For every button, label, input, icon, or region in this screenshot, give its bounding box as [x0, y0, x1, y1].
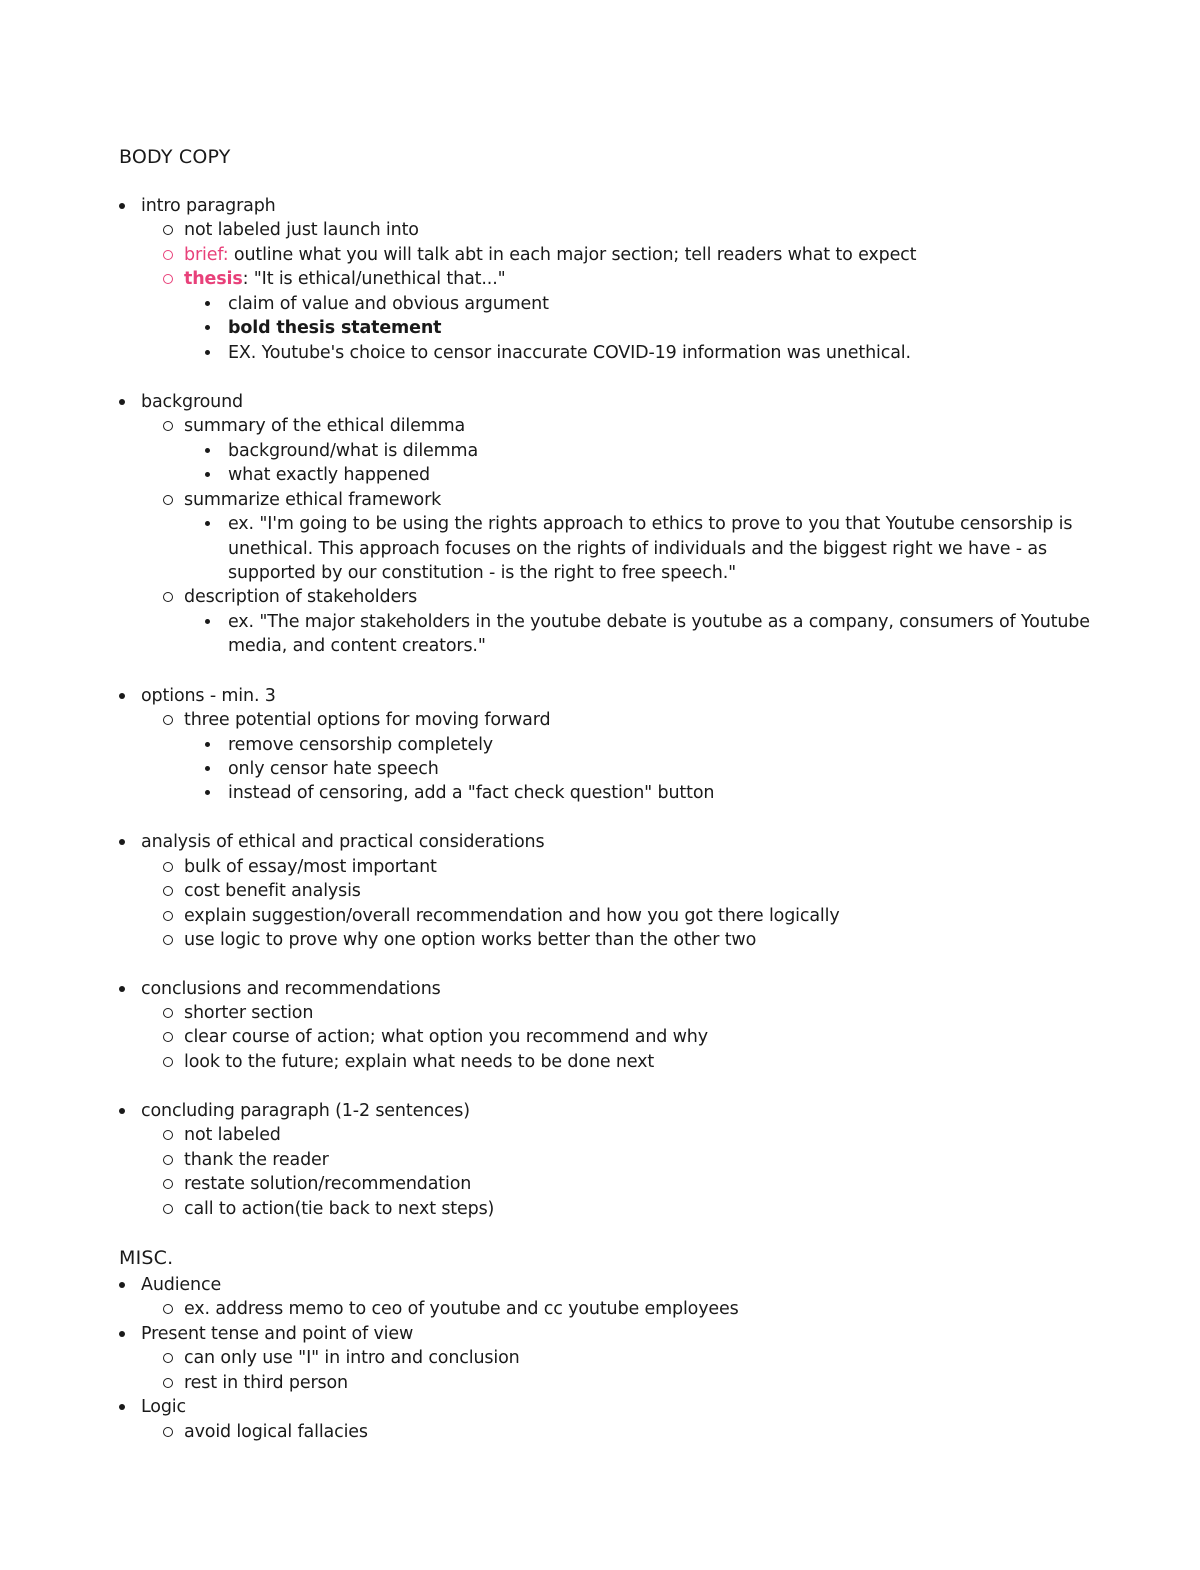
circle-bullet-icon [163, 1057, 173, 1067]
circle-bullet-icon [163, 421, 173, 431]
document-page: BODY COPY intro paragraph not labeled just launch into brief: outline what you will talk abt in each major section; tell readers what to expect thesis: "It is ethical/unethical that..." claim of value and obvious argument bold thesis statement EX. Youtube's choice to censor inaccurate COVID-19 information was unethical. background summary of the ethical dilemma background/what is dilemma what exactly happened summarize ethical framework ex. "I'm going to be using the rights approach to ethics to prove to you that Youtube censorship is unethical. This approach focuses on the rights of individuals and the biggest right we have - as supported by our constitution - is the right to free speech." description of stakeholders ex. "The major stakeholders in the youtube debate is youtube as a company, consumers of Youtube media, and content creators." options - min. 3 three potential options for moving forward remove censorship completely only censor hate speech instead of censoring, add a "fact check question" button analysis of ethical and practical considerations bulk of essay/most important cost benefit analysis explain suggestion/overall recommendation and how you got there logically use logic to prove why one option works better than the other two conclusions and recommendations shorter section clear course of action; what option you recommend and why look to the future; explain what needs to be done next concluding paragraph (1-2 sentences) not labeled thank the reader restate solution/recommendation call to action(tie back to next steps) MISC. Audience ex. address memo to ceo of youtube and cc youtube employees Present tense and point of view can only use "I" in intro and conclusion rest in third person Logic avoid logical fallacies [119, 146, 1090, 1442]
circle-bullet-icon [163, 1179, 173, 1189]
bullet-dot-icon [119, 1404, 125, 1410]
circle-bullet-icon [163, 592, 173, 602]
bullet-dot-icon [119, 1282, 125, 1288]
circle-bullet-icon [163, 1008, 173, 1018]
circle-bullet-icon [163, 250, 173, 260]
circle-bullet-icon [163, 1032, 173, 1042]
bullet-dot-icon [119, 1108, 125, 1114]
bullet-dot-icon [119, 399, 125, 405]
small-bullet-icon [205, 619, 210, 624]
circle-bullet-icon [163, 911, 173, 921]
circle-bullet-icon [163, 274, 173, 284]
framework-example-cont: unethical. This approach focuses on the rights of individuals and the biggest right we have - as [228, 539, 1047, 559]
circle-bullet-icon [163, 1378, 173, 1388]
bullet-dot-icon [119, 1331, 125, 1337]
circle-bullet-icon [163, 862, 173, 872]
circle-bullet-icon [163, 1304, 173, 1314]
small-bullet-icon [205, 325, 210, 330]
circle-bullet-icon [163, 1204, 173, 1214]
small-bullet-icon [205, 472, 210, 477]
heading-misc: MISC. [119, 1247, 174, 1269]
bullet-dot-icon [119, 693, 125, 699]
circle-bullet-icon [163, 715, 173, 725]
small-bullet-icon [205, 742, 210, 747]
small-bullet-icon [205, 350, 210, 355]
small-bullet-icon [205, 766, 210, 771]
circle-bullet-icon [163, 1353, 173, 1363]
brief-label: brief: [184, 245, 229, 265]
bullet-dot-icon [119, 203, 125, 209]
heading-body-copy: BODY COPY [119, 146, 231, 168]
small-bullet-icon [205, 521, 210, 526]
circle-bullet-icon [163, 495, 173, 505]
circle-bullet-icon [163, 1155, 173, 1165]
circle-bullet-icon [163, 225, 173, 235]
small-bullet-icon [205, 790, 210, 795]
circle-bullet-icon [163, 1130, 173, 1140]
circle-bullet-icon [163, 935, 173, 945]
bullet-dot-icon [119, 986, 125, 992]
small-bullet-icon [205, 301, 210, 306]
circle-bullet-icon [163, 1427, 173, 1437]
stakeholders-example-cont: media, and content creators." [228, 636, 486, 656]
framework-example-cont: supported by our constitution - is the right to free speech." [228, 563, 737, 583]
small-bullet-icon [205, 448, 210, 453]
circle-bullet-icon [163, 886, 173, 896]
thesis-label: thesis [184, 269, 243, 289]
bullet-dot-icon [119, 839, 125, 845]
